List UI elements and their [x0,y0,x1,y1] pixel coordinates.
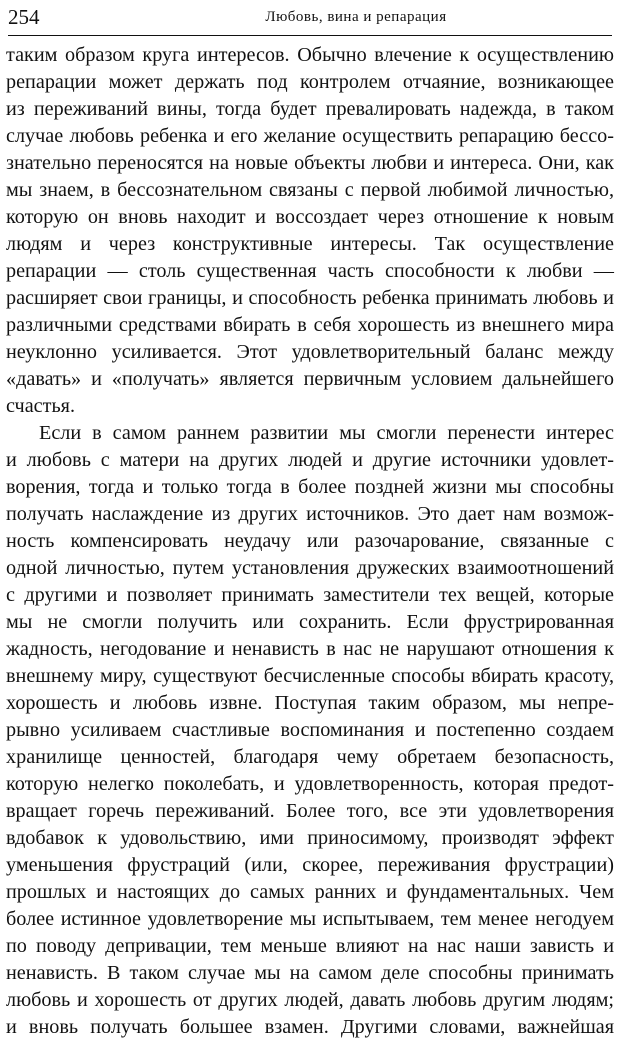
text-line: ворения, тогда и только тогда в более поздней жизни мы способны [6,476,614,498]
text-line: которую он вновь находит и воссоздает через отношение к новым [6,206,614,228]
text-line: мы не смогли получить или сохранить. Если фрустрированная [6,611,614,633]
text-line: ность компенсировать неудачу или разочарование, связанные с [6,530,614,552]
text-line: получать наслаждение из других источников. Это дает нам возмож- [6,503,614,525]
text-line: репарации может держать под контролем отчаяние, возникающее [6,71,614,93]
text-line: случае любовь ребенка и его желание осуществить репарацию бессо- [6,125,614,147]
text-line: с другими и позволяет принимать заместители тех вещей, которые [6,584,614,606]
text-line: мы знаем, в бессознательном связаны с первой любимой личностью, [6,179,614,201]
text-line: уменьшения фрустраций (или, скорее, переживания фрустрации) [6,854,614,876]
text-line: более истинное удовлетворение мы испытываем, тем менее негодуем [6,908,614,930]
text-line: репарации — столь существенная часть способности к любви — [6,260,614,282]
text-line: хранилище ценностей, благодаря чему обретаем безопасность, [6,746,614,768]
text-line: и вновь получать большее взамен. Другими словами, важнейшая [6,1016,614,1038]
text-line: любовь и хорошесть от других людей, давать любовь другим людям; [6,989,614,1011]
text-line: расширяет свои границы, и способность ребенка принимать любовь и [6,287,614,309]
text-line: неуклонно усиливается. Этот удовлетворительный баланс между [6,341,614,363]
running-head: Любовь, вина и репарация [265,9,447,25]
text-line: из переживаний вины, тогда будет превалировать надежда, в таком [6,98,614,120]
text-line: вращает горечь переживаний. Более того, все эти удовлетворения [6,800,614,822]
text-line: знательно переносятся на новые объекты любви и интереса. Они, как [6,152,614,174]
paragraph [6,420,614,1041]
text-line: «давать» и «получать» является первичным условием дальнейшего [6,368,614,390]
text-line: ненависть. В таком случае мы на самом деле способны принимать [6,962,614,984]
text-line: жадность, негодование и ненависть в нас не нарушают отношения к [6,638,614,660]
page-header [8,4,612,34]
text-line: по поводу депривации, тем меньше влияют на нас наши зависть и [6,935,614,957]
text-line: рывно усиливаем счастливые воспоминания и постепенно создаем [6,719,614,741]
text-line: различными средствами вбирать в себя хорошесть из внешнего мира [6,314,614,336]
text-line: людям и через конструктивные интересы. Так осуществление [6,233,614,255]
text-line: вдобавок к удовольствию, ими приносимому, производят эффект [6,827,614,849]
header-rule [8,35,612,36]
text-line: счастья. [6,395,75,417]
text-line: внешнему миру, существуют бесчисленные способы вбирать красоту, [6,665,614,687]
text-line: прошлых и настоящих до самых ранних и фундаментальных. Чем [6,881,614,903]
page-number: 254 [8,5,40,29]
body-text [6,42,614,1041]
text-line: одной личностью, путем установления дружеских взаимоотношений [6,557,614,579]
text-line: хорошесть и любовь извне. Поступая таким образом, мы непре- [6,692,614,714]
text-line: и любовь с матери на других людей и другие источники удовлет- [6,449,614,471]
text-line: Если в самом раннем развитии мы смогли перенести интерес [39,422,614,444]
paragraph [6,42,614,420]
text-line: которую нелегко поколебать, и удовлетворенность, которая предот- [6,773,614,795]
text-line: таким образом круга интересов. Обычно влечение к осуществлению [6,44,614,66]
